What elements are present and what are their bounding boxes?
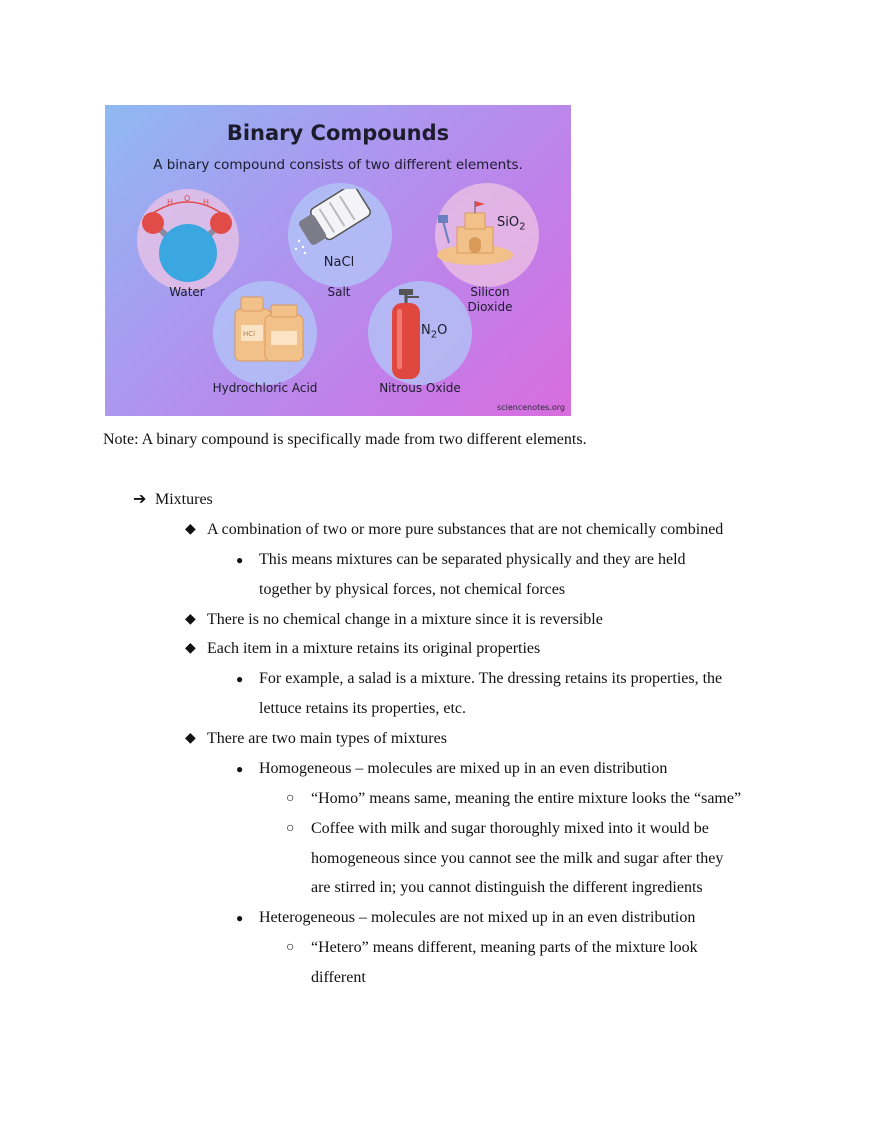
dot-bullet-icon: ● bbox=[236, 911, 244, 925]
list-item: Heterogeneous – molecules are not mixed up in an even distribution bbox=[259, 909, 696, 926]
list-item: There are two main types of mixtures bbox=[207, 730, 447, 747]
svg-text:HCl: HCl bbox=[243, 330, 256, 338]
list-item: Homogeneous – molecules are mixed up in an even distribution bbox=[259, 760, 668, 777]
figure-subtitle: A binary compound consists of two different elements. bbox=[153, 157, 523, 173]
list-item-continuation: together by physical forces, not chemical forces bbox=[259, 581, 566, 598]
svg-text:H: H bbox=[167, 198, 174, 207]
list-item: “Hetero” means different, meaning parts of the mixture look bbox=[311, 939, 698, 956]
nitrous-oxide-formula: $N_2O$ bbox=[421, 323, 448, 341]
silicon-dioxide-label: Silicon Dioxide bbox=[467, 285, 513, 314]
list-item: This means mixtures can be separated physically and they are held bbox=[259, 551, 686, 568]
svg-text:H: H bbox=[203, 198, 210, 207]
hydrochloric-acid-label: Hydrochloric Acid bbox=[212, 381, 318, 395]
list-item: There is no chemical change in a mixture since it is reversible bbox=[207, 611, 603, 628]
list-item-continuation: homogeneous since you cannot see the milk and sugar after they bbox=[311, 850, 724, 867]
dot-bullet-icon: ● bbox=[236, 762, 244, 776]
list-item: Coffee with milk and sugar thoroughly mixed into it would be bbox=[311, 820, 709, 837]
list-item: “Homo” means same, meaning the entire mixture looks the “same” bbox=[311, 790, 742, 807]
salt-label: Salt bbox=[327, 285, 351, 299]
water-molecule-icon bbox=[133, 193, 243, 291]
list-item: Each item in a mixture retains its original properties bbox=[207, 640, 541, 657]
dot-bullet-icon: ● bbox=[236, 672, 244, 686]
water-label: Water bbox=[169, 285, 205, 299]
silicon-dioxide-formula: SiO$_2$ bbox=[497, 215, 526, 233]
note-text: Note: A binary compound is specifically made from two different elements. bbox=[103, 431, 587, 448]
svg-text:O: O bbox=[184, 194, 191, 203]
list-heading-mixtures: Mixtures bbox=[155, 491, 213, 508]
list-item-continuation: lettuce retains its properties, etc. bbox=[259, 700, 467, 717]
list-item: A combination of two or more pure substances that are not chemically combined bbox=[207, 521, 724, 538]
acid-bottles-icon bbox=[227, 291, 309, 363]
circle-bullet-icon: ○ bbox=[286, 821, 295, 836]
figure-title: Binary Compounds bbox=[226, 121, 450, 145]
nitrous-oxide-label: Nitrous Oxide bbox=[379, 381, 461, 395]
circle-bullet-icon: ○ bbox=[286, 940, 295, 955]
dot-bullet-icon: ● bbox=[236, 553, 244, 567]
arrow-bullet-icon: ➔ bbox=[133, 491, 147, 508]
diamond-bullet-icon: ◆ bbox=[185, 612, 196, 627]
diamond-bullet-icon: ◆ bbox=[185, 731, 196, 746]
list-item-continuation: different bbox=[311, 969, 366, 986]
diamond-bullet-icon: ◆ bbox=[185, 641, 196, 656]
salt-formula: NaCl bbox=[323, 255, 355, 270]
salt-shaker-icon bbox=[291, 189, 387, 261]
diamond-bullet-icon: ◆ bbox=[185, 522, 196, 537]
circle-bullet-icon: ○ bbox=[286, 791, 295, 806]
list-item: For example, a salad is a mixture. The dressing retains its properties, the bbox=[259, 670, 723, 687]
binary-compounds-infographic bbox=[105, 105, 571, 416]
figure-credit: sciencenotes.org bbox=[497, 403, 565, 412]
list-item-continuation: are stirred in; you cannot distinguish the different ingredients bbox=[311, 879, 703, 896]
